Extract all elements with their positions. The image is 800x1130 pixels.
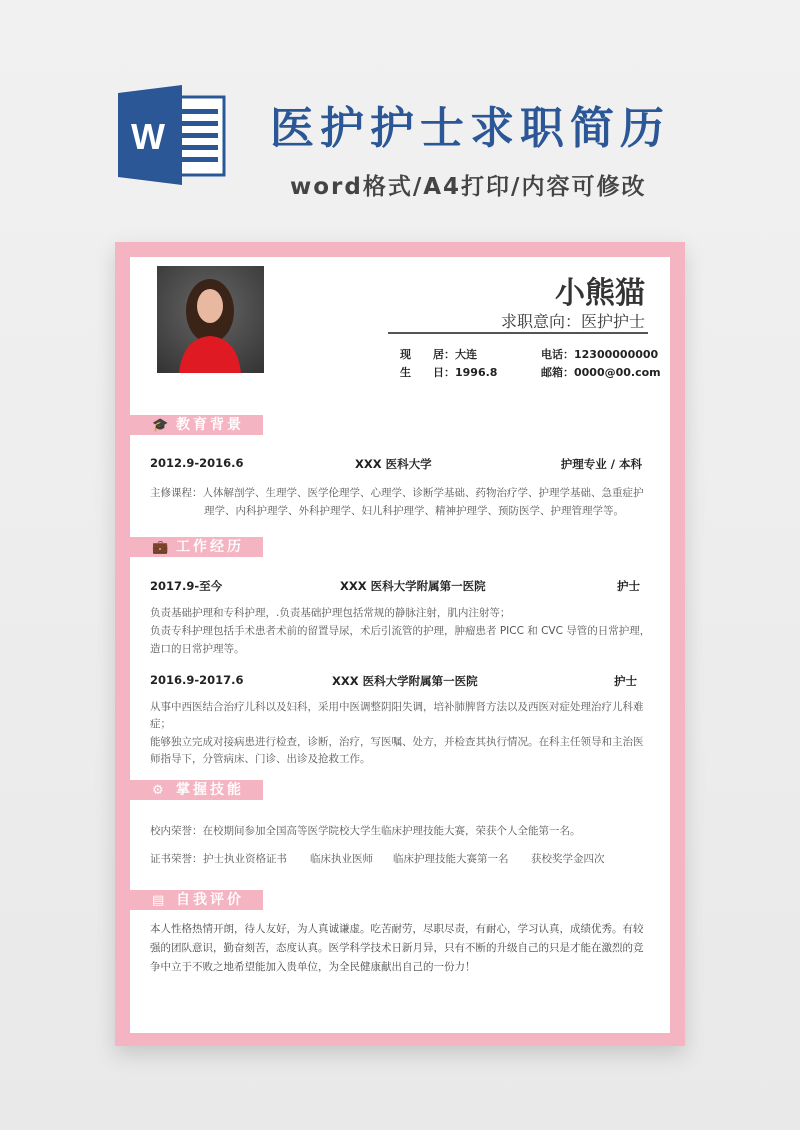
work-role: 护士: [617, 579, 640, 593]
self-eval-line: 强的团队意识，勤奋刻苦，态度认真。医学科学技术日新月异，只有不断的升级自己的只是才能在激烈的竞: [150, 942, 644, 954]
graduation-cap-icon: 🎓: [152, 418, 169, 433]
work-desc: 造口的日常护理等。: [150, 643, 245, 655]
work-desc: 从事中西医结合治疗儿科以及妇科，采用中医调整阴阳失调，培补肺脾肾方法以及西医对症处理治疗儿科难: [150, 701, 644, 713]
self-eval-line: 争中立于不败之地希望能加入贵单位，为全民健康献出自己的一份力！: [150, 961, 476, 973]
email-value: 0000@00.com: [574, 366, 661, 379]
cert-item: 获校奖学金四次: [531, 853, 605, 865]
section-skills: [130, 780, 263, 800]
cert-item: 临床执业医师: [310, 853, 373, 865]
section-self-evaluation: [130, 890, 263, 910]
banner-subtitle: word格式/A4打印/内容可修改: [290, 174, 647, 200]
word-document-icon: [118, 85, 226, 185]
work-desc: 能够独立完成对接病患进行检查，诊断，治疗，写医嘱、处方，并检查其执行情况。在科主任领导和主治医: [150, 736, 644, 748]
edu-school: XXX 医科大学: [355, 457, 432, 471]
email-label: 邮箱：: [541, 366, 574, 379]
section-title: 自我评价: [176, 892, 244, 908]
section-work: [130, 537, 263, 557]
section-title: 掌握技能: [176, 782, 244, 798]
section-education: [130, 415, 263, 435]
self-eval-line: 本人性格热情开朗，待人友好，为人真诚谦虚。吃苦耐劳，尽职尽责，有耐心，学习认真，成绩优秀。有较: [150, 923, 644, 935]
section-title: 教育背景: [176, 417, 244, 433]
work-role: 护士: [614, 674, 637, 688]
phone-label: 电话：: [541, 348, 574, 361]
document-icon: ▤: [152, 893, 165, 908]
briefcase-icon: 💼: [152, 540, 169, 555]
phone-value: 12300000000: [574, 348, 659, 361]
work-desc: 负责基础护理和专科护理，.负责基础护理包括常规的静脉注射，肌内注射等；: [150, 607, 511, 619]
work-desc: 师指导下，分管病床、门诊、出诊及抢救工作。: [150, 753, 371, 765]
work-period: 2016.9-2017.6: [150, 673, 244, 687]
section-title: 工作经历: [176, 539, 244, 555]
candidate-name: 小熊猫: [555, 276, 645, 311]
edu-period: 2012.9-2016.6: [150, 456, 244, 470]
cert-item: 临床护理技能大赛第一名: [393, 853, 509, 865]
work-org: XXX 医科大学附属第一医院: [332, 674, 478, 688]
edu-courses: 主修课程：人体解剖学、生理学、医学伦理学、心理学、诊断学基础、药物治疗学、护理学基础、急重症护: [150, 487, 644, 499]
profile-photo: [157, 266, 264, 373]
school-honor: 校内荣誉：在校期间参加全国高等医学院校大学生临床护理技能大赛，荣获个人全能第一名。: [150, 825, 581, 837]
cert-label: 证书荣誉：: [150, 853, 203, 865]
work-desc: 症；: [150, 718, 171, 730]
cert-item: 护士执业资格证书: [203, 853, 287, 865]
work-desc: 负责专科护理包括手术患者术前的留置导尿，术后引流管的护理，肿瘤患者 PICC 和 CVC 导管的日常护理，: [150, 625, 651, 637]
banner-title: 医护护士求职简历: [270, 103, 670, 154]
svg-text:W: W: [131, 116, 165, 157]
header-divider: [388, 332, 648, 334]
job-intent: 求职意向：医护护士: [500, 312, 645, 331]
birth-label: 生 日：: [400, 366, 455, 379]
residence-label: 现 居：: [400, 348, 455, 361]
work-org: XXX 医科大学附属第一医院: [340, 579, 486, 593]
edu-courses-cont: 理学、内科护理学、外科护理学、妇儿科护理学、精神护理学、预防医学、护理管理学等。: [204, 505, 624, 517]
gear-icon: ⚙: [152, 783, 164, 798]
birth-value: 1996.8: [455, 366, 498, 379]
residence-value: 大连: [455, 348, 477, 361]
work-period: 2017.9-至今: [150, 579, 223, 593]
edu-major: 护理专业 / 本科: [560, 457, 642, 471]
